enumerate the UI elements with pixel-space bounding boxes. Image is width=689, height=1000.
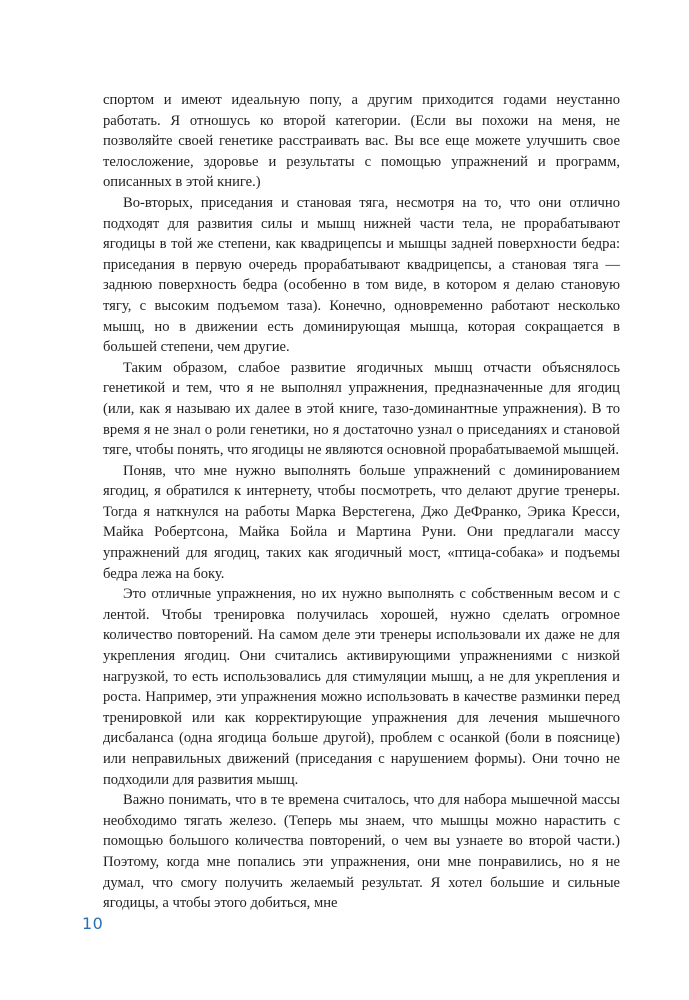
paragraph: Таким образом, слабое развитие ягодичных мышц отчасти объяснялось генетикой и тем, что я не выполнял упражнения, предназначенные для ягодиц (или, как я называю их далее в этой книге, тазо-доминантные упражнения). В то время я не знал о роли генетики, но я достаточно узнал о приседаниях и становой тяге, чтобы понять, что ягодицы не являются основной прорабатываемой мышцей. — [103, 359, 620, 459]
paragraph: Во-вторых, приседания и становая тяга, несмотря на то, что они отлично подходят для развития силы и мышц нижней части тела, не прорабатывают ягодицы в той же степени, как квадрицепсы и мышцы задней поверхности бедра: приседания в первую очередь прорабатывают квадрицепсы, а становая тяга — заднюю поверхность бедра (особенно в том виде, в котором я делаю становую тягу, с высоким подъемом таза). Конечно, одновременно работают несколько мышц, но в движении есть доминирующая мышца, которая сокращается в большей степени, чем другие. — [103, 194, 620, 356]
paragraph: Это отличные упражнения, но их нужно выполнять с собственным весом и с лентой. Чтобы тренировка получилась хорошей, нужно сделать огромное количество повторений. На самом деле эти тренеры использовали их даже не для укрепления ягодиц. Они считались активирующими упражнениями с низкой нагрузкой, то есть использовались для стимуляции мышц, а не для укрепления и роста. Например, эти упражнения можно использовать в качестве разминки перед тренировкой или как корректирующие упражнения для лечения мышечного дисбаланса (одна ягодица больше другой), проблем с осанкой (боли в пояснице) или неправильных движений (приседания с нарушением формы). Они точно не подходили для развития мышц. — [103, 586, 620, 788]
paragraph: Поняв, что мне нужно выполнять больше упражнений с доминированием ягодиц, я обратился к интернету, чтобы посмотреть, что делают другие тренеры. Тогда я наткнулся на работы Марка Верстегена, Джо ДеФранко, Эрика Кресси, Майка Робертсона, Майка Бойла и Мартина Руни. Они предлагали массу упражнений для ягодиц, таких как ягодичный мост, «птица-собака» и подъемы бедра лежа на боку. — [103, 462, 620, 582]
body-text — [103, 90, 620, 914]
paragraph: Важно понимать, что в те времена считалось, что для набора мышечной массы необходимо тягать железо. (Теперь мы знаем, что мышцы можно нарастить с помощью большого количества повторений, о чем вы узнаете во второй части.) Поэтому, когда мне попались эти упражнения, они мне понравились, но я не думал, что смогу получить желаемый результат. Я хотел большие и сильные ягодицы, а чтобы этого добиться, мне — [103, 792, 620, 912]
page-number: 10 — [82, 914, 104, 933]
paragraph-continued: спортом и имеют идеальную попу, а другим приходится годами неустанно работать. Я отношусь ко второй категории. (Если вы похожи на меня, не позволяйте своей генетике расстраивать вас. Вы все еще можете улучшить свое телосложение, здоровье и результаты с помощью упражнений и программ, описанных в этой книге.) — [103, 92, 620, 191]
